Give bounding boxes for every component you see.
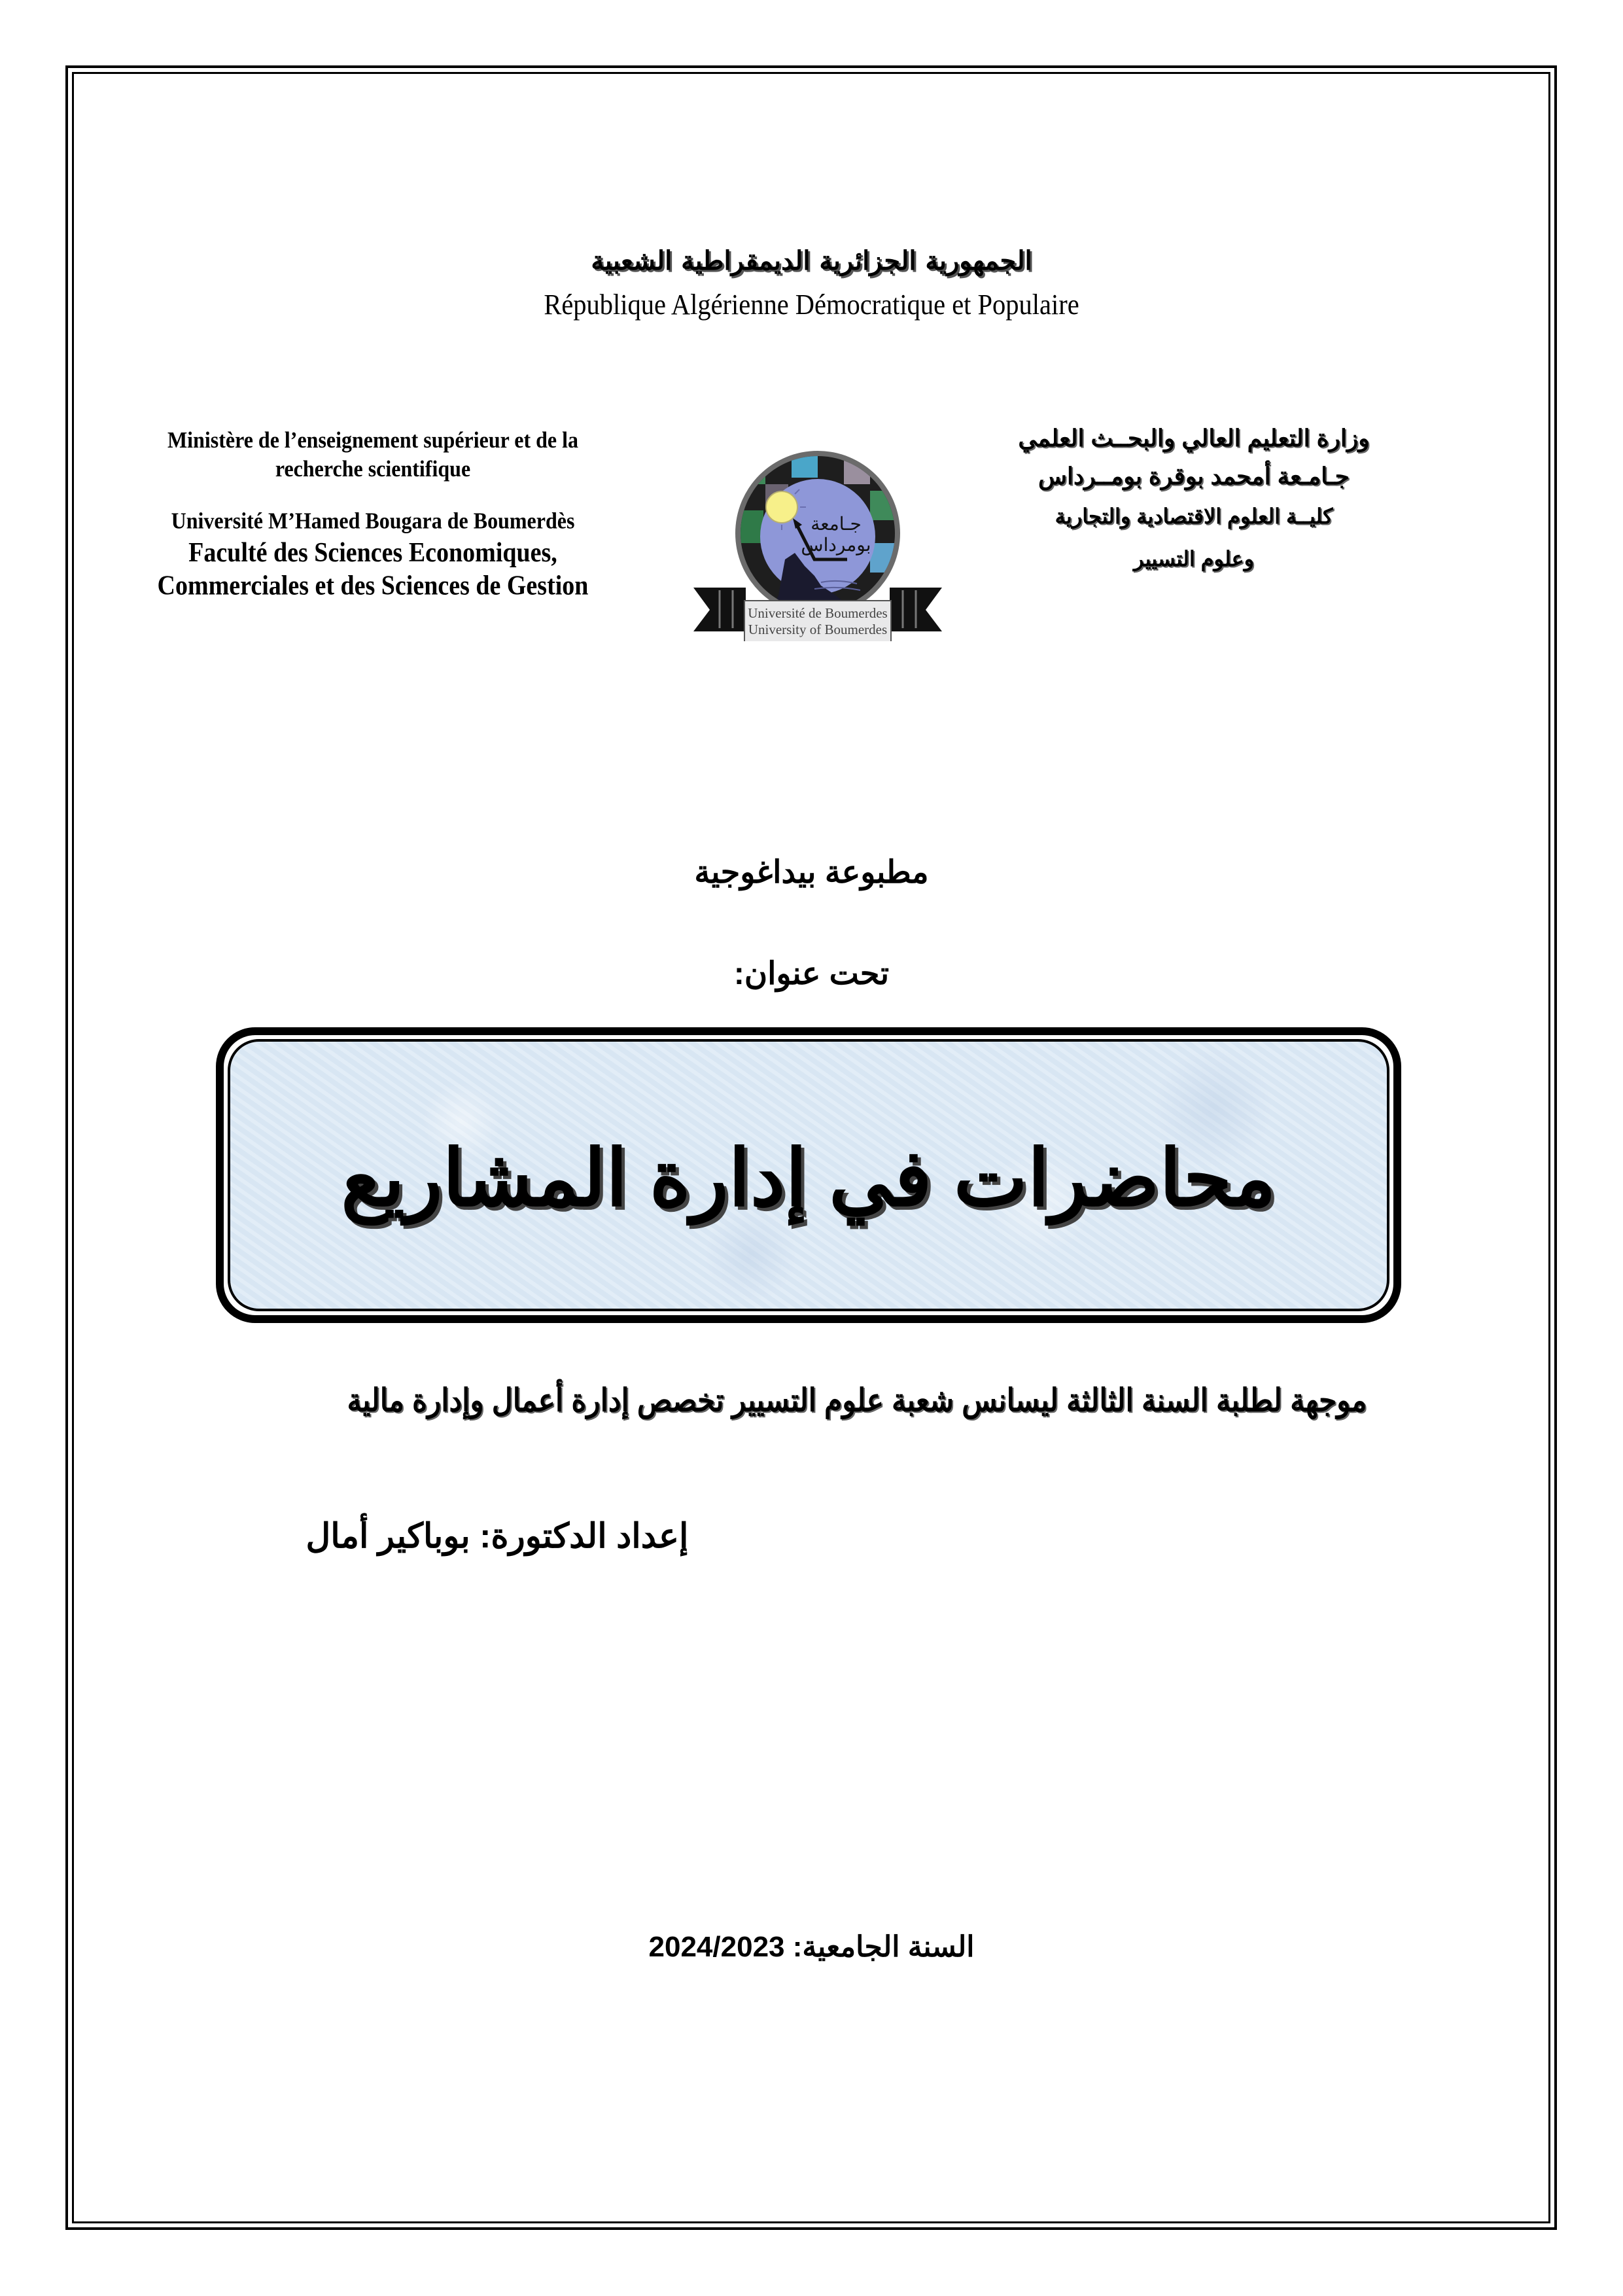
document-type-label: مطبوعة بيداغوجية: [694, 855, 929, 890]
logo-label-french: Université de Boumerdes: [748, 605, 888, 621]
faculty-arabic-line-1: كليــة العلوم الاقتصادية والتجارية: [1055, 504, 1333, 528]
ministry-french-line-1: Ministère de l’enseignement supérieur et de la: [167, 427, 579, 453]
ministry-french-line-2: recherche scientifique: [275, 455, 471, 482]
institution-block-french: [124, 425, 621, 603]
institution-block-arabic: [1001, 419, 1387, 580]
republic-name-french: République Algérienne Démocratique et Populaire: [544, 289, 1079, 321]
university-of-boumerdes-logo-icon: [680, 445, 955, 641]
title-box-inner: [228, 1039, 1389, 1311]
logo-label-english: University of Boumerdes: [748, 622, 888, 637]
university-arabic: جـامـعة أمحمد بوقرة بومــرداس: [1038, 463, 1350, 489]
title-box: [216, 1027, 1401, 1323]
academic-year-value: 2024/2023: [648, 1931, 785, 1963]
university-french: Université M’Hamed Bougara de Boumerdès: [171, 507, 575, 533]
logo-arabic-line-1: جـامعة: [811, 513, 862, 535]
academic-year: [0, 1930, 1623, 1964]
ministry-french: [124, 425, 621, 483]
ministry-arabic: وزارة التعليم العالي والبحــث العلمي: [1018, 425, 1370, 451]
target-audience: موجهة لطلبة السنة الثالثة ليسانس شعبة علوم التسيير تخصص إدارة أعمال وإدارة مالية: [347, 1383, 1367, 1419]
republic-name-arabic: الجمهورية الجزائرية الديمقراطية الشعبية: [591, 245, 1032, 276]
author-line: إعداد الدكتورة: بوباكير أمال: [305, 1517, 689, 1555]
faculty-arabic-line-2: وعلوم التسيير: [1133, 547, 1255, 571]
faculty-french: [124, 536, 621, 602]
faculty-french-line-1: Faculté des Sciences Economiques,: [188, 537, 557, 568]
university-logo: [680, 445, 955, 641]
logo-arabic-line-2: بومرداس: [801, 534, 871, 556]
academic-year-label: السنة الجامعية:: [792, 1931, 975, 1963]
document-title: محاضرات في إدارة المشاريع: [341, 1134, 1276, 1222]
faculty-french-line-2: Commerciales et des Sciences de Gestion: [157, 571, 589, 601]
under-title-label: تحت عنوان:: [733, 957, 890, 991]
